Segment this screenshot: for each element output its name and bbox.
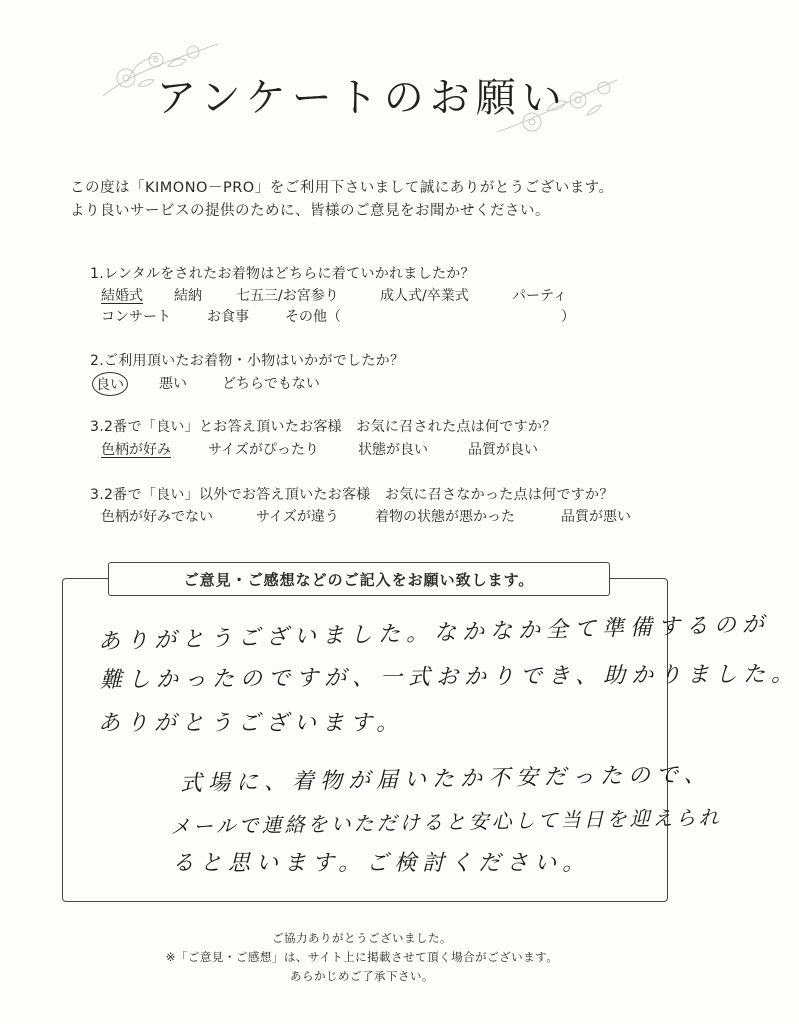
option-wedding[interactable]: 結婚式	[101, 288, 143, 304]
handwriting-line-4: 式場に、着物が届いたか不安だったので、	[179, 762, 712, 797]
option-pattern-disliked[interactable]: 色柄が好みでない	[101, 509, 213, 525]
option-betrothal[interactable]: 結納	[174, 288, 202, 304]
option-shichigosan[interactable]: 七五三/お宮参り	[236, 288, 339, 304]
handwriting-line-5: メールで連絡をいただけると安心して当日を迎えられ	[169, 805, 722, 839]
footer-thanks: ご協力ありがとうございました。	[272, 931, 452, 945]
option-size-fit[interactable]: サイズがぴったり	[208, 442, 319, 458]
option-other-close: ）	[561, 309, 575, 325]
option-bad[interactable]: 悪い	[159, 376, 187, 392]
option-good-condition[interactable]: 状態が良い	[358, 442, 428, 458]
handwriting-line-1: ありがとうございました。なかなか全て準備するのが	[97, 612, 771, 655]
intro-line-1: この度は「KIMONO－PRO」をご利用下さいまして誠にありがとうございます。	[70, 180, 614, 196]
option-coming-of-age[interactable]: 成人式/卒業式	[380, 288, 469, 304]
handwriting-line-2: 難しかったのですが、一式おかりでき、助かりました。	[99, 661, 799, 694]
handwriting-line-3: ありがとうございます。	[98, 711, 405, 736]
question-3-text: 3.2番で「良い」とお答え頂いたお客様 お気に召された点は何ですか？	[90, 419, 557, 435]
option-good-quality[interactable]: 品質が良い	[468, 442, 538, 458]
comment-box-heading: ご意見・ご感想などのご記入をお願い致します。	[108, 562, 610, 596]
option-neither[interactable]: どちらでもない	[222, 376, 320, 392]
intro-text	[70, 177, 614, 223]
intro-line-2: より良いサービスの提供のために、皆様のご意見をお聞かせください。	[70, 203, 550, 219]
option-pattern-liked[interactable]: 色柄が好み	[101, 442, 171, 458]
question-4-text: 3.2番で「良い」以外でお答え頂いたお客様 お気に召さなかった点は何ですか？	[90, 487, 614, 503]
option-bad-quality[interactable]: 品質が悪い	[561, 509, 631, 525]
option-size-wrong[interactable]: サイズが違う	[256, 509, 339, 525]
question-2-text: 2.ご利用頂いたお着物・小物はいかがでしたか？	[90, 353, 405, 369]
option-bad-condition[interactable]: 着物の状態が悪かった	[375, 509, 515, 525]
footer-notice: ※「ご意見・ご感想」は、サイト上に掲載させて頂く場合がございます。	[165, 950, 559, 964]
option-dinner[interactable]: お食事	[207, 309, 249, 325]
option-party[interactable]: パーティ	[512, 288, 567, 304]
option-concert[interactable]: コンサート	[101, 309, 171, 325]
option-other[interactable]: その他（	[285, 309, 341, 325]
question-1-text: 1.レンタルをされたお着物はどちらに着ていかれましたか？	[90, 266, 475, 282]
handwriting-line-6: ると思います。ご検討ください。	[172, 851, 591, 876]
page-title: アンケートのお願い	[156, 75, 568, 121]
option-good[interactable]: 良い	[92, 372, 128, 396]
footer-acknowledge: あらかじめご了承下さい。	[290, 969, 434, 983]
